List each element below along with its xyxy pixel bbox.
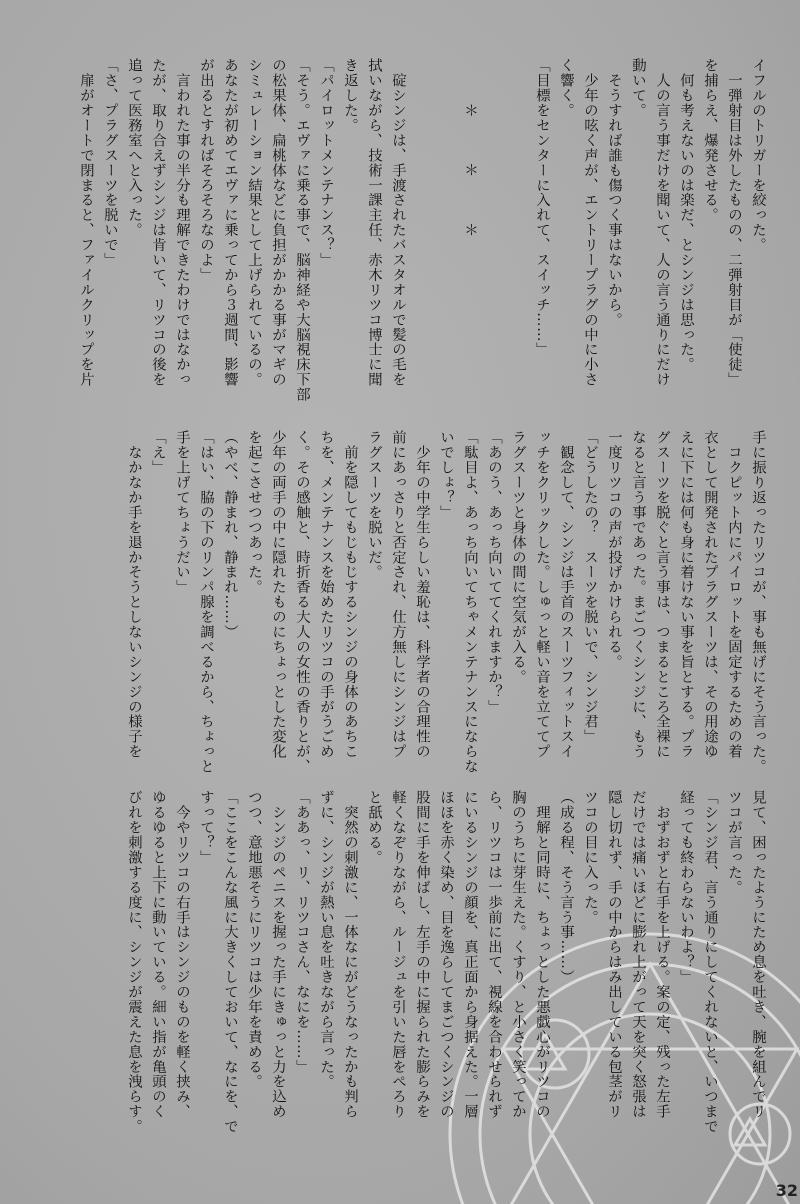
page-number: 32 — [775, 1181, 798, 1200]
bottom-text-column: 見て、困ったようにため息を吐き、腕を組んでリ ツコが言った。 「シンジ君、言う通りにしてくれないと、いつまで 経っても終わらないわよ？」 おずおずと右手を上げる。案の定、残った左手 だけでは痛いほどに膨れ上がって天を突く怒張は 隠し切れず、手の中からはみ出している包茎がリ ツコの目に入った。 （成る程、そう言う事……） 理解と同時に、ちょっとした悪戯心がリツコの 胸のうちに芽生えた。くすり、と小さく笑ってか ら、リツコは一歩前に出て、視線を合わせられず にいるシンジの顔を、真正面から身据えた。一層 ほほを赤く染め、目を逸らしてまごつくシンジの 股間に手を伸ばし、左手の中に握られた膨らみを 軽くなぞりながら、ルージュを引いた唇をぺろり と舐める。 突然の刺激に、一体なにがどうなったかも判ら ずに、シンジが熱い息を吐きながら言った。 「ああっ、リ、リツコさん、なにを……」 シンジのペニスを握った手にきゅっと力を込め つつ、意地悪そうにリツコは少年を責める。 「ここをこんな風に大きくしておいて、なにを、で すって？」 今やリツコの右手はシンジのものを軽く挟み、 ゆるゆると上下に動いている。細い指が亀頭のく びれを刺激する度に、シンジが震えた息を洩らす。 — [126, 790, 766, 1134]
middle-text-column: 手に振り返ったリツコが、事も無げにそう言った。 コクピット内にパイロットを固定するための着 衣として開発されたプラグスーツは、その用途ゆ えに下には何も身に着けない事を旨とする。プラ グスーツを脱ぐと言う事は、つまるところ全裸に なると言う事であった。まごつくシンジに、もう 一度リツコの声が投げかけられる。 「どうしたの？ スーツを脱いで、シンジ君」 観念して、シンジは手首のスーツフィットスイ ッチをクリックした。しゅっと軽い音を立ててプ ラグスーツと身体の間に空気が入る。 「あのう、あっち向いててくれますか？」 「駄目よ、あっち向いてちゃメンテナンスにならな いでしょ？」 少年の中学生らしい羞恥は、科学者の合理性の 前にあっさりと否定され、仕方無しにシンジはプ ラグスーツを脱いだ。 前を隠してもじもじするシンジの身体のあちこ ちを、メンテナンスを始めたリツコの手がうごめ く。その感触と、時折香る大人の女性の香りとが、 少年の両手の中に隠れたものにちょっとした変化 を起こさせつつあった。 （やべ、静まれ、静まれ……） 「はい、脇の下のリンパ腺を調べるから、ちょっと 手を上げてちょうだい」 「え」 なかなか手を退かそうとしないシンジの様子を — [126, 430, 766, 774]
top-text-column: イフルのトリガーを絞った。 一弾射目は外したものの、二弾射目が「使徒」 を捕らえ、爆発させる。 何も考えないのは楽だ、とシンジは思った。 人の言う事だけを聞いて、人の言う通りにだけ 動いて。 そうすれば誰も傷つく事はないから。 少年の呟く声が、エントリープラグの中に小さ く響く。 「目標をセンターに入れて、スイッチ……」 ＊ ＊ ＊ 碇シンジは、手渡されたバスタオルで髪の毛を 拭いながら、技術一課主任、赤木リツコ博士に聞 き返した。 「パイロットメンテナンス？」 「そう。エヴァに乗る事で、脳神経や大脳視床下部 の松果体、扁桃体などに負担がかかる事がマギの シミュレーション結果として上げられているの。 あなたが初めてエヴァに乗ってから３週間、影響 が出るとすればそろそろなのよ」 言われた事の半分も理解できたわけではなかっ たが、取り合えずシンジは肯いて、リツコの後を 追って医務室へと入った。 「さ、プラグスーツを脱いで」 扉がオートで閉まると、ファイルクリップを片 — [78, 58, 766, 402]
